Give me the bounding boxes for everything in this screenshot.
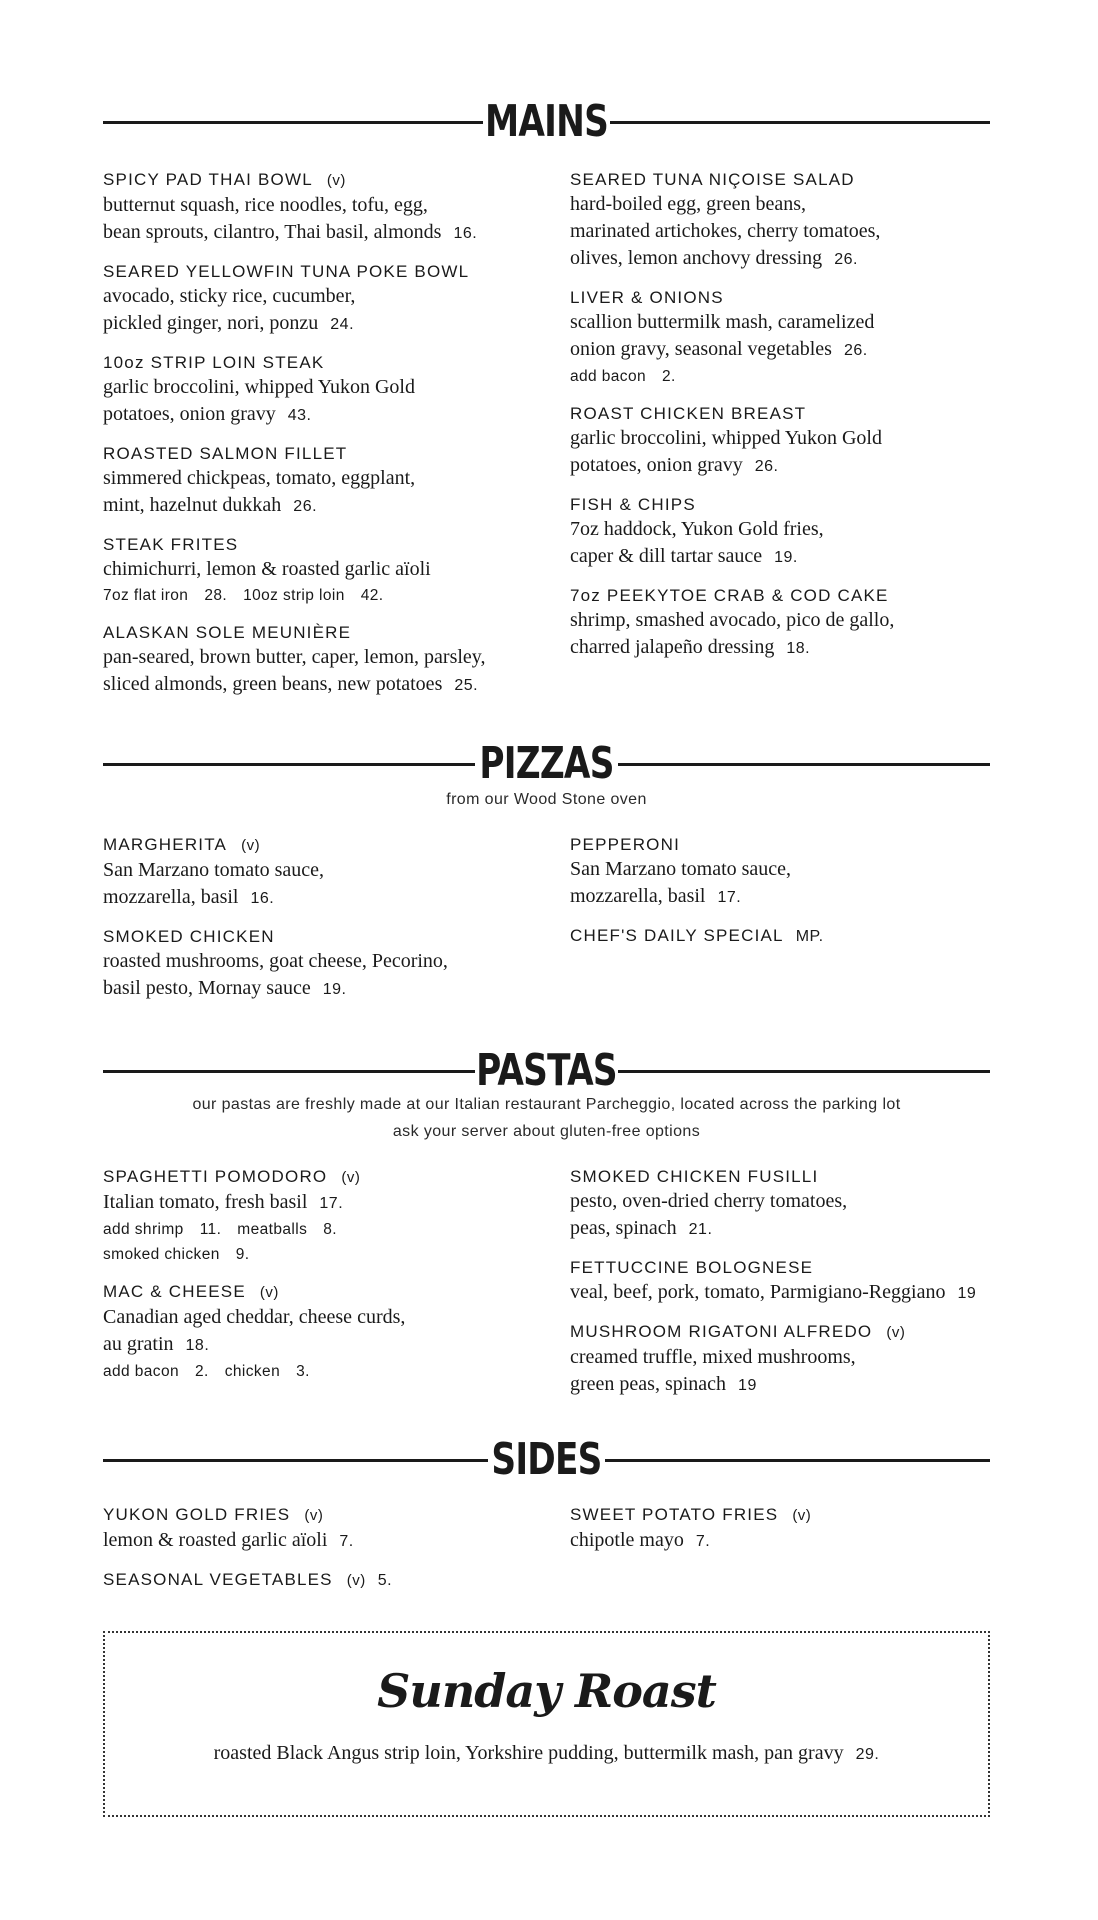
description-text: roasted mushrooms, goat cheese, Pecorino, [103, 950, 448, 972]
description-text: pesto, oven-dried cherry tomatoes, [570, 1190, 848, 1212]
description-text: marinated artichokes, cherry tomatoes, [570, 220, 881, 242]
addon-price: 42. [360, 587, 384, 604]
vegetarian-tag: (v) [259, 1284, 279, 1301]
item-price: 18. [786, 640, 811, 657]
description-text: onion gravy, seasonal vegetables [570, 338, 832, 360]
addon-price: 2. [662, 368, 676, 385]
sides-left-column [103, 1503, 543, 1605]
description-text: charred jalapeño dressing [570, 636, 775, 658]
menu-item [570, 833, 1010, 911]
menu-item [570, 1165, 1010, 1243]
item-name: SPICY PAD THAI BOWL [103, 170, 313, 189]
description-text: hard-boiled egg, green beans, [570, 193, 807, 215]
item-price: 19 [957, 1285, 977, 1302]
item-addon-note [103, 1242, 543, 1267]
item-description [103, 1331, 543, 1359]
item-description [103, 884, 543, 912]
item-description [103, 975, 543, 1003]
menu-item [103, 1503, 543, 1555]
item-price: 25. [454, 677, 479, 694]
description-text: simmered chickpeas, tomato, eggplant, [103, 467, 416, 489]
menu-item [103, 925, 543, 1003]
item-name-line [103, 925, 543, 948]
item-description [570, 1371, 1010, 1399]
description-text: olives, lemon anchovy dressing [570, 247, 823, 269]
addon-price: 8. [323, 1221, 337, 1238]
pizzas-right-column [570, 833, 1010, 961]
addon-label: add bacon [570, 368, 646, 385]
item-description [103, 219, 543, 247]
pizzas-subtitle: from our Wood Stone oven [446, 791, 647, 808]
item-name: MAC & CHEESE [103, 1282, 246, 1301]
description-text: garlic broccolini, whipped Yukon Gold [570, 427, 882, 449]
item-price: 19. [774, 549, 798, 566]
menu-item [103, 533, 543, 608]
item-price: 7. [339, 1533, 354, 1550]
item-name: CHEF'S DAILY SPECIAL [570, 926, 784, 945]
description-text: potatoes, onion gravy [103, 403, 276, 425]
item-description [570, 309, 1010, 336]
addon-label: 10oz strip loin [243, 587, 345, 604]
menu-item [103, 168, 543, 247]
menu-item [570, 402, 1010, 480]
description-text: sliced almonds, green beans, new potatoes [103, 673, 443, 695]
pastas-subtitle: our pastas are freshly made at our Italian restaurant Parcheggio, located across the parking lot [192, 1096, 901, 1113]
item-name: SEASONAL VEGETABLES [103, 1570, 333, 1589]
item-name-line [103, 168, 543, 192]
menu-item [570, 584, 1010, 662]
item-name-line [103, 833, 543, 857]
item-name-line [103, 621, 543, 644]
item-name-line [570, 1256, 1010, 1279]
menu-item [103, 442, 543, 520]
item-name-line [570, 493, 1010, 516]
item-name: PEPPERONI [570, 835, 680, 854]
addon-label: add shrimp [103, 1221, 184, 1238]
item-name: 7oz PEEKYTOE CRAB & COD CAKE [570, 586, 889, 605]
item-description [570, 1215, 1010, 1243]
item-description [103, 465, 543, 492]
item-price: 26. [834, 251, 858, 268]
addon-price: 9. [235, 1246, 250, 1263]
item-description [570, 856, 1010, 883]
vegetarian-tag: (v) [304, 1507, 324, 1524]
addon-label: chicken [224, 1363, 281, 1380]
description-text: scallion buttermilk mash, caramelized [570, 311, 875, 333]
item-description [103, 374, 543, 401]
item-price: 26. [843, 342, 868, 359]
vegetarian-tag: (v) [346, 1572, 366, 1589]
item-name-line [103, 533, 543, 556]
item-description [570, 1279, 1010, 1307]
item-addon-note [103, 583, 543, 608]
description-text: avocado, sticky rice, cucumber, [103, 285, 356, 307]
description-text: Italian tomato, fresh basil [103, 1191, 308, 1213]
item-description [570, 425, 1010, 452]
vegetarian-tag: (v) [326, 172, 346, 189]
item-name-line [570, 1165, 1010, 1188]
item-description [570, 607, 1010, 634]
item-price: 26. [293, 498, 318, 515]
item-description [570, 1344, 1010, 1371]
item-price: 17. [319, 1195, 344, 1212]
description-text: veal, beef, pork, tomato, Parmigiano-Reggiano [570, 1281, 946, 1303]
addon-label: smoked chicken [103, 1246, 220, 1263]
description-text: bean sprouts, cilantro, Thai basil, almonds [103, 221, 442, 243]
menu-item [103, 1280, 543, 1384]
description-text: mozzarella, basil [103, 886, 239, 908]
addon-price: 2. [195, 1363, 209, 1380]
item-price: 16. [250, 890, 275, 907]
sides-header [103, 1430, 990, 1490]
mains-right-column [570, 168, 1010, 675]
item-name: STEAK FRITES [103, 535, 239, 554]
description-text: mint, hazelnut dukkah [103, 494, 282, 516]
item-price: 24. [330, 316, 355, 333]
item-name-line [570, 286, 1010, 309]
item-name: MARGHERITA [103, 835, 228, 854]
item-description [570, 883, 1010, 911]
item-price: 17. [717, 889, 742, 906]
item-name: FETTUCCINE BOLOGNESE [570, 1258, 814, 1277]
item-description [103, 492, 543, 520]
description-text: potatoes, onion gravy [570, 454, 743, 476]
section-title-sides: SIDES [491, 1434, 602, 1485]
sunday-roast-price: 29. [855, 1746, 880, 1763]
item-name: FISH & CHIPS [570, 495, 696, 514]
description-text: chipotle mayo [570, 1529, 684, 1551]
item-description [103, 401, 543, 429]
item-description [103, 192, 543, 219]
item-name: ALASKAN SOLE MEUNIÈRE [103, 623, 352, 642]
vegetarian-tag: (v) [341, 1169, 361, 1186]
item-description [570, 516, 1010, 543]
item-name-line [103, 1280, 543, 1304]
item-name-line [570, 924, 1010, 948]
item-description [570, 1188, 1010, 1215]
menu-item [103, 1165, 543, 1267]
section-title-mains: MAINS [484, 96, 609, 147]
vegetarian-tag: (v) [792, 1507, 812, 1524]
pastas-gluten-note: ask your server about gluten-free options [392, 1123, 701, 1140]
pizzas-header [103, 734, 990, 794]
item-name-line [103, 1568, 543, 1592]
item-description [103, 948, 543, 975]
description-text: au gratin [103, 1333, 174, 1355]
item-price: 5. [377, 1572, 393, 1589]
item-price: MP. [795, 928, 824, 945]
item-description [103, 857, 543, 884]
item-name: ROAST CHICKEN BREAST [570, 404, 807, 423]
item-description [103, 1527, 543, 1555]
menu-item [570, 924, 1010, 948]
menu-item [103, 1568, 543, 1592]
item-description [103, 1189, 543, 1217]
item-name: LIVER & ONIONS [570, 288, 724, 307]
menu-item [103, 833, 543, 912]
section-title-pastas: PASTAS [476, 1045, 617, 1096]
item-name: MUSHROOM RIGATONI ALFREDO [570, 1322, 873, 1341]
item-price: 19. [322, 981, 347, 998]
vegetarian-tag: (v) [241, 837, 261, 854]
sunday-roast-title: Sunday Roast [377, 1664, 716, 1718]
item-description [570, 1527, 1010, 1555]
item-description [103, 1304, 543, 1331]
item-name-line [103, 351, 543, 374]
item-description [570, 336, 1010, 364]
vegetarian-tag: (v) [886, 1324, 906, 1341]
item-price: 7. [695, 1533, 711, 1550]
item-addon-note [103, 1359, 543, 1384]
menu-item [103, 260, 543, 338]
description-text: garlic broccolini, whipped Yukon Gold [103, 376, 415, 398]
sunday-roast-desc-text: roasted Black Angus strip loin, Yorkshire pudding, buttermilk mash, pan gravy [213, 1742, 844, 1764]
item-name: SEARED TUNA NIÇOISE SALAD [570, 170, 855, 189]
item-name: 10oz STRIP LOIN STEAK [103, 353, 325, 372]
menu-item [103, 351, 543, 429]
item-name: SMOKED CHICKEN FUSILLI [570, 1167, 819, 1186]
item-name-line [570, 1503, 1010, 1527]
item-price: 19 [738, 1377, 757, 1394]
menu-item [103, 621, 543, 699]
addon-label: 7oz flat iron [103, 587, 189, 604]
description-text: mozzarella, basil [570, 885, 706, 907]
description-text: Canadian aged cheddar, cheese curds, [103, 1306, 406, 1328]
description-text: butternut squash, rice noodles, tofu, egg, [103, 194, 428, 216]
description-text: 7oz haddock, Yukon Gold fries, [570, 518, 824, 540]
addon-price: 11. [199, 1221, 222, 1238]
item-name: ROASTED SALMON FILLET [103, 444, 348, 463]
menu-item [570, 493, 1010, 571]
pastas-left-column [103, 1165, 543, 1397]
item-description [570, 218, 1010, 245]
sides-right-column [570, 1503, 1010, 1568]
item-name: SPAGHETTI POMODORO [103, 1167, 328, 1186]
addon-label: meatballs [237, 1221, 308, 1238]
item-name: YUKON GOLD FRIES [103, 1505, 291, 1524]
item-addon-note [570, 364, 1010, 389]
item-name-line [570, 402, 1010, 425]
menu-item [570, 1320, 1010, 1399]
item-description [103, 310, 543, 338]
item-description [103, 556, 543, 583]
item-description [103, 644, 543, 671]
item-name-line [103, 260, 543, 283]
item-name-line [570, 168, 1010, 191]
item-name: SWEET POTATO FRIES [570, 1505, 779, 1524]
item-name: SEARED YELLOWFIN TUNA POKE BOWL [103, 262, 470, 281]
menu-item [570, 1503, 1010, 1555]
item-name-line [570, 1320, 1010, 1344]
description-text: peas, spinach [570, 1217, 677, 1239]
item-description [103, 671, 543, 699]
description-text: San Marzano tomato sauce, [570, 858, 792, 880]
item-name-line [570, 833, 1010, 856]
description-text: basil pesto, Mornay sauce [103, 977, 311, 999]
item-price: 16. [453, 225, 478, 242]
item-description [570, 245, 1010, 273]
item-name: SMOKED CHICKEN [103, 927, 275, 946]
description-text: lemon & roasted garlic aïoli [103, 1529, 328, 1551]
item-description [570, 634, 1010, 662]
description-text: caper & dill tartar sauce [570, 545, 763, 567]
sunday-roast-description [105, 1739, 988, 1769]
addon-price: 28. [204, 587, 228, 604]
item-name-line [103, 1503, 543, 1527]
item-name-line [103, 442, 543, 465]
description-text: pan-seared, brown butter, caper, lemon, parsley, [103, 646, 486, 668]
description-text: green peas, spinach [570, 1373, 727, 1395]
mains-left-column [103, 168, 543, 712]
item-price: 21. [688, 1221, 713, 1238]
menu-item [570, 286, 1010, 389]
menu-item [570, 168, 1010, 273]
sunday-roast-box [103, 1631, 990, 1817]
description-text: shrimp, smashed avocado, pico de gallo, [570, 609, 895, 631]
description-text: creamed truffle, mixed mushrooms, [570, 1346, 856, 1368]
section-title-pizzas: PIZZAS [479, 738, 614, 789]
item-price: 43. [287, 407, 312, 424]
addon-label: add bacon [103, 1363, 179, 1380]
item-name-line [103, 1165, 543, 1189]
pastas-right-column [570, 1165, 1010, 1412]
item-price: 26. [754, 458, 779, 475]
item-addon-note [103, 1217, 543, 1242]
pizzas-left-column [103, 833, 543, 1016]
item-description [103, 283, 543, 310]
description-text: San Marzano tomato sauce, [103, 859, 325, 881]
mains-header [103, 92, 990, 152]
item-name-line [570, 584, 1010, 607]
item-description [570, 452, 1010, 480]
item-description [570, 543, 1010, 571]
addon-price: 3. [296, 1363, 310, 1380]
item-price: 18. [185, 1337, 210, 1354]
description-text: chimichurri, lemon & roasted garlic aïoli [103, 558, 431, 580]
menu-item [570, 1256, 1010, 1307]
description-text: pickled ginger, nori, ponzu [103, 312, 319, 334]
item-description [570, 191, 1010, 218]
